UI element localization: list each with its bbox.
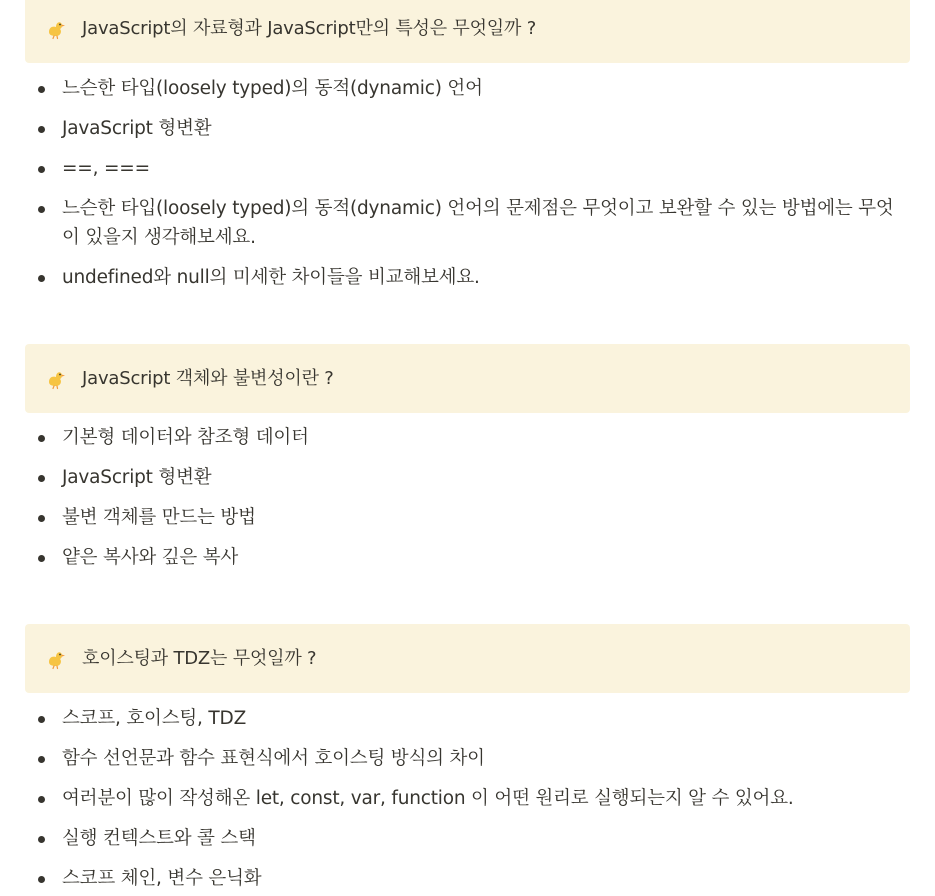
list-item: 불변 객체를 만드는 방법: [0, 503, 935, 543]
baby-chick-icon: [45, 648, 67, 670]
callout-data-types: [25, 0, 910, 63]
list-item: 얕은 복사와 깊은 복사: [0, 543, 935, 583]
bullet-icon: [38, 716, 45, 723]
bullet-icon: [38, 435, 45, 442]
bullet-list-objects: [0, 423, 935, 583]
bullet-icon: [38, 475, 45, 482]
callout-title: 호이스팅과 TDZ는 무엇일까 ?: [82, 647, 317, 669]
callout-title: JavaScript의 자료형과 JavaScript만의 특성은 무엇일까 ?: [82, 17, 537, 39]
list-item: JavaScript 형변환: [0, 114, 935, 154]
bullet-icon: [38, 126, 45, 133]
list-item: undefined와 null의 미세한 차이들을 비교해보세요.: [0, 263, 935, 303]
list-item: 느슨한 타입(loosely typed)의 동적(dynamic) 언어: [0, 74, 935, 114]
bullet-icon: [38, 166, 45, 173]
bullet-icon: [38, 876, 45, 883]
callout-objects-immutability: [25, 344, 910, 413]
baby-chick-icon: [45, 18, 67, 40]
bullet-icon: [38, 275, 45, 282]
bullet-icon: [38, 836, 45, 843]
callout-title: JavaScript 객체와 불변성이란 ?: [82, 367, 334, 389]
bullet-list-data-types: [0, 74, 935, 303]
bullet-icon: [38, 756, 45, 763]
list-item: 실행 컨텍스트와 콜 스택: [0, 824, 935, 864]
list-item: 기본형 데이터와 참조형 데이터: [0, 423, 935, 463]
list-item: 함수 선언문과 함수 표현식에서 호이스팅 방식의 차이: [0, 744, 935, 784]
callout-hoisting-tdz: [25, 624, 910, 693]
list-item: 스코프, 호이스팅, TDZ: [0, 704, 935, 744]
bullet-icon: [38, 515, 45, 522]
list-item: 여러분이 많이 작성해온 let, const, var, function 이 어떤 원리로 실행되는지 알 수 있어요.: [0, 784, 935, 824]
baby-chick-icon: [45, 368, 67, 390]
bullet-list-hoisting: [0, 704, 935, 896]
list-item: JavaScript 형변환: [0, 463, 935, 503]
list-item: 스코프 체인, 변수 은닉화: [0, 864, 935, 896]
bullet-icon: [38, 555, 45, 562]
bullet-icon: [38, 86, 45, 93]
list-item: ==, ===: [0, 154, 935, 194]
list-item: 느슨한 타입(loosely typed)의 동적(dynamic) 언어의 문제점은 무엇이고 보완할 수 있는 방법에는 무엇이 있을지 생각해보세요.: [0, 194, 935, 263]
bullet-icon: [38, 796, 45, 803]
bullet-icon: [38, 206, 45, 213]
